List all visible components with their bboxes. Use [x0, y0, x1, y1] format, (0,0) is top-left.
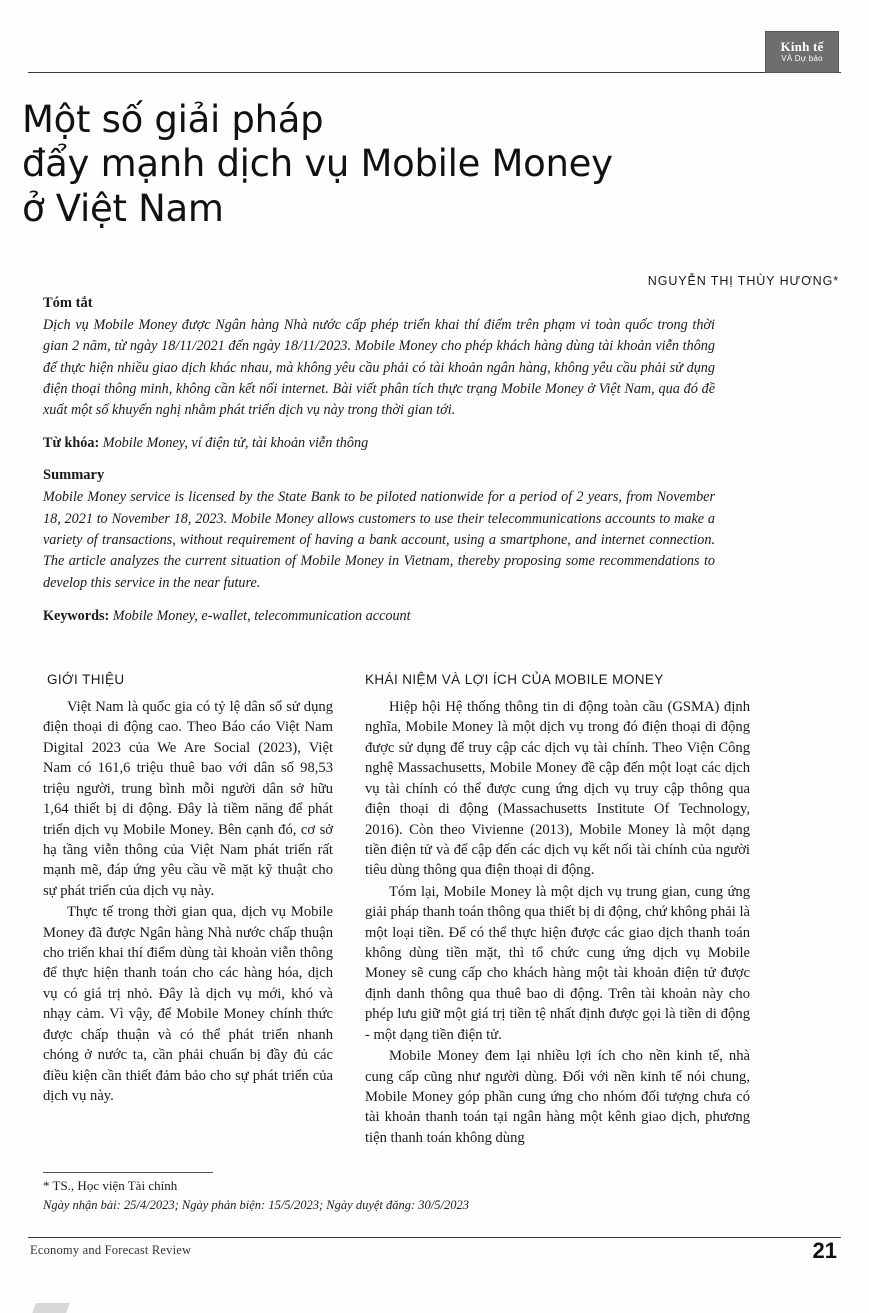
abstract-text: Dịch vụ Mobile Money được Ngân hàng Nhà nước cấp phép triển khai thí điểm trên phạm vi toàn quốc trong thời gian 2 năm, từ ngày 18/11/2021 đến ngày 18/11/2023. Mobile Money cho phép khách hàng dùng tài khoản viễn thông để thực hiện nhiều giao dịch khác nhau, mà không yêu cầu phải có tài khoản ngân hàng, không yêu cầu phải sử dụng điện thoại thông minh, không cần kết nối internet. Bài viết phân tích thực trạng Mobile Money ở Việt Nam, qua đó đề xuất một số khuyến nghị nhằm phát triển dịch vụ này trong thời gian tới.	[43, 317, 715, 419]
header-divider	[28, 72, 841, 73]
paragraph: Thực tế trong thời gian qua, dịch vụ Mobile Money đã được Ngân hàng Nhà nước chấp thuận cho triển khai thí điểm dùng tài khoản viễn thông để thực hiện thanh toán cho các hàng hóa, dịch vụ có giá trị nhỏ. Đây là dịch vụ mới, khó và nhạy cảm. Vì vậy, để Mobile Money chính thức được chấp thuận và có thể phát triển nhanh chóng ở nước ta, cần phải chuẩn bị đầy đủ các điều kiện cần thiết đảm bảo cho sự phát triển của dịch vụ này.	[43, 904, 333, 1105]
section-heading-intro: GIỚI THIỆU	[47, 672, 125, 687]
article-title-line2: đẩy mạnh dịch vụ Mobile Money	[22, 142, 613, 186]
journal-logo	[765, 31, 839, 73]
column-right	[365, 672, 750, 1149]
article-title-line3: ở Việt Nam	[22, 186, 224, 230]
keywords-en	[43, 608, 715, 625]
abstract-block	[43, 295, 715, 625]
page-number: 21	[812, 1238, 837, 1263]
paragraph: Mobile Money đem lại nhiều lợi ích cho nền kinh tế, nhà cung cấp cũng như người dùng. Đối với nền kinh tế nói chung, Mobile Money góp phần cung ứng cho nhóm đối tượng chưa có tài khoản thanh toán tại ngân hàng một kênh giao dịch, phương tiện thanh toán không dùng	[365, 1048, 750, 1146]
paragraph: Hiệp hội Hệ thống thông tin di động toàn cầu (GSMA) định nghĩa, Mobile Money là một dịch vụ trong đó điện thoại di động được sử dụng để truy cập các dịch vụ tài chính. Theo Viện Công nghệ Massachusetts, Mobile Money đề cập đến một loạt các dịch vụ tài chính có thể được cung ứng dịch vụ truy cập thông qua điện thoại di động (Massachusetts Institute Of Technology, 2016). Còn theo Vivienne (2013), Mobile Money là một dạng tiền điện tử và để cập đến các dịch vụ kết nối tài chính của người tiêu dùng thông qua điện thoại di động.	[365, 699, 750, 879]
page-edge-mark	[32, 1303, 70, 1313]
abstract-heading: Tóm tắt	[43, 295, 93, 311]
summary-text: Mobile Money service is licensed by the State Bank to be piloted nationwide for a period of 2 years, from November 18, 2021 to November 18, 2023. Mobile Money allows customers to use their telecommunications accounts to make a variety of transactions, without requirement of having a bank account, using a smartphone, and internet connection. The article analyzes the current situation of Mobile Money in Vietnam, thereby proposing some recommendations to develop this service in the near future.	[43, 489, 715, 591]
journal-logo-sub: VÀ Dự báo	[781, 54, 823, 64]
paragraph: Việt Nam là quốc gia có tỷ lệ dân số sử dụng điện thoại di động cao. Theo Báo cáo Việt Nam Digital 2023 của We Are Social (2023), Việt Nam có 161,6 triệu thuê bao với dân số 98,53 triệu người, trung bình mỗi người dân sở hữu 1,64 thiết bị di động. Đây là tiềm năng để phát triển dịch vụ Mobile Money. Bên cạnh đó, cơ sở hạ tầng viễn thông của Việt Nam phát triển rất mạnh mẽ, đáp ứng yêu cầu về mặt kỹ thuật cho sự phát triển của dịch vụ này.	[43, 699, 333, 899]
footnote-affiliation: * TS., Học viện Tài chính	[43, 1178, 178, 1193]
article-title	[22, 98, 762, 231]
footnote-divider	[43, 1172, 213, 1173]
keywords-en-label: Keywords:	[43, 607, 110, 624]
keywords-vi-value: Mobile Money, ví điện tử, tài khoản viễn thông	[102, 435, 369, 452]
body-columns	[43, 672, 833, 1172]
column-left	[43, 672, 333, 1107]
keywords-vi	[43, 435, 715, 452]
article-title-line1: Một số giải pháp	[22, 98, 324, 141]
keywords-vi-label: Từ khóa:	[43, 435, 100, 452]
journal-logo-main: Kinh tế	[780, 39, 824, 55]
keywords-en-value: Mobile Money, e-wallet, telecommunication account	[112, 607, 411, 624]
footnote-dates: Ngày nhận bài: 25/4/2023; Ngày phản biện: 15/5/2023; Ngày duyệt đăng: 30/5/2023	[43, 1198, 469, 1212]
summary-heading: Summary	[43, 467, 105, 484]
article-author: NGUYỄN THỊ THÙY HƯƠNG*	[647, 274, 839, 288]
footer-journal-name: Economy and Forecast Review	[30, 1243, 192, 1257]
section-heading-concept: KHÁI NIỆM VÀ LỢI ÍCH CỦA MOBILE MONEY	[365, 672, 664, 687]
paragraph: Tóm lại, Mobile Money là một dịch vụ trung gian, cung ứng giải pháp thanh toán thông qua thiết bị di động, chứ không phải là một loại tiền. Để có thể thực hiện được các giao dịch thanh toán không dùng tiền mặt, thì tổ chức cung ứng dịch vụ Mobile Money sẽ cung cấp cho khách hàng một tài khoản điện tử được định danh thông qua thuê bao di động. Trên tài khoản này cho phép lưu giữ một giá trị tiền tệ nhất định được gọi là tiền di động - một dạng tiền điện tử.	[365, 883, 750, 1043]
footer-divider	[28, 1237, 841, 1238]
